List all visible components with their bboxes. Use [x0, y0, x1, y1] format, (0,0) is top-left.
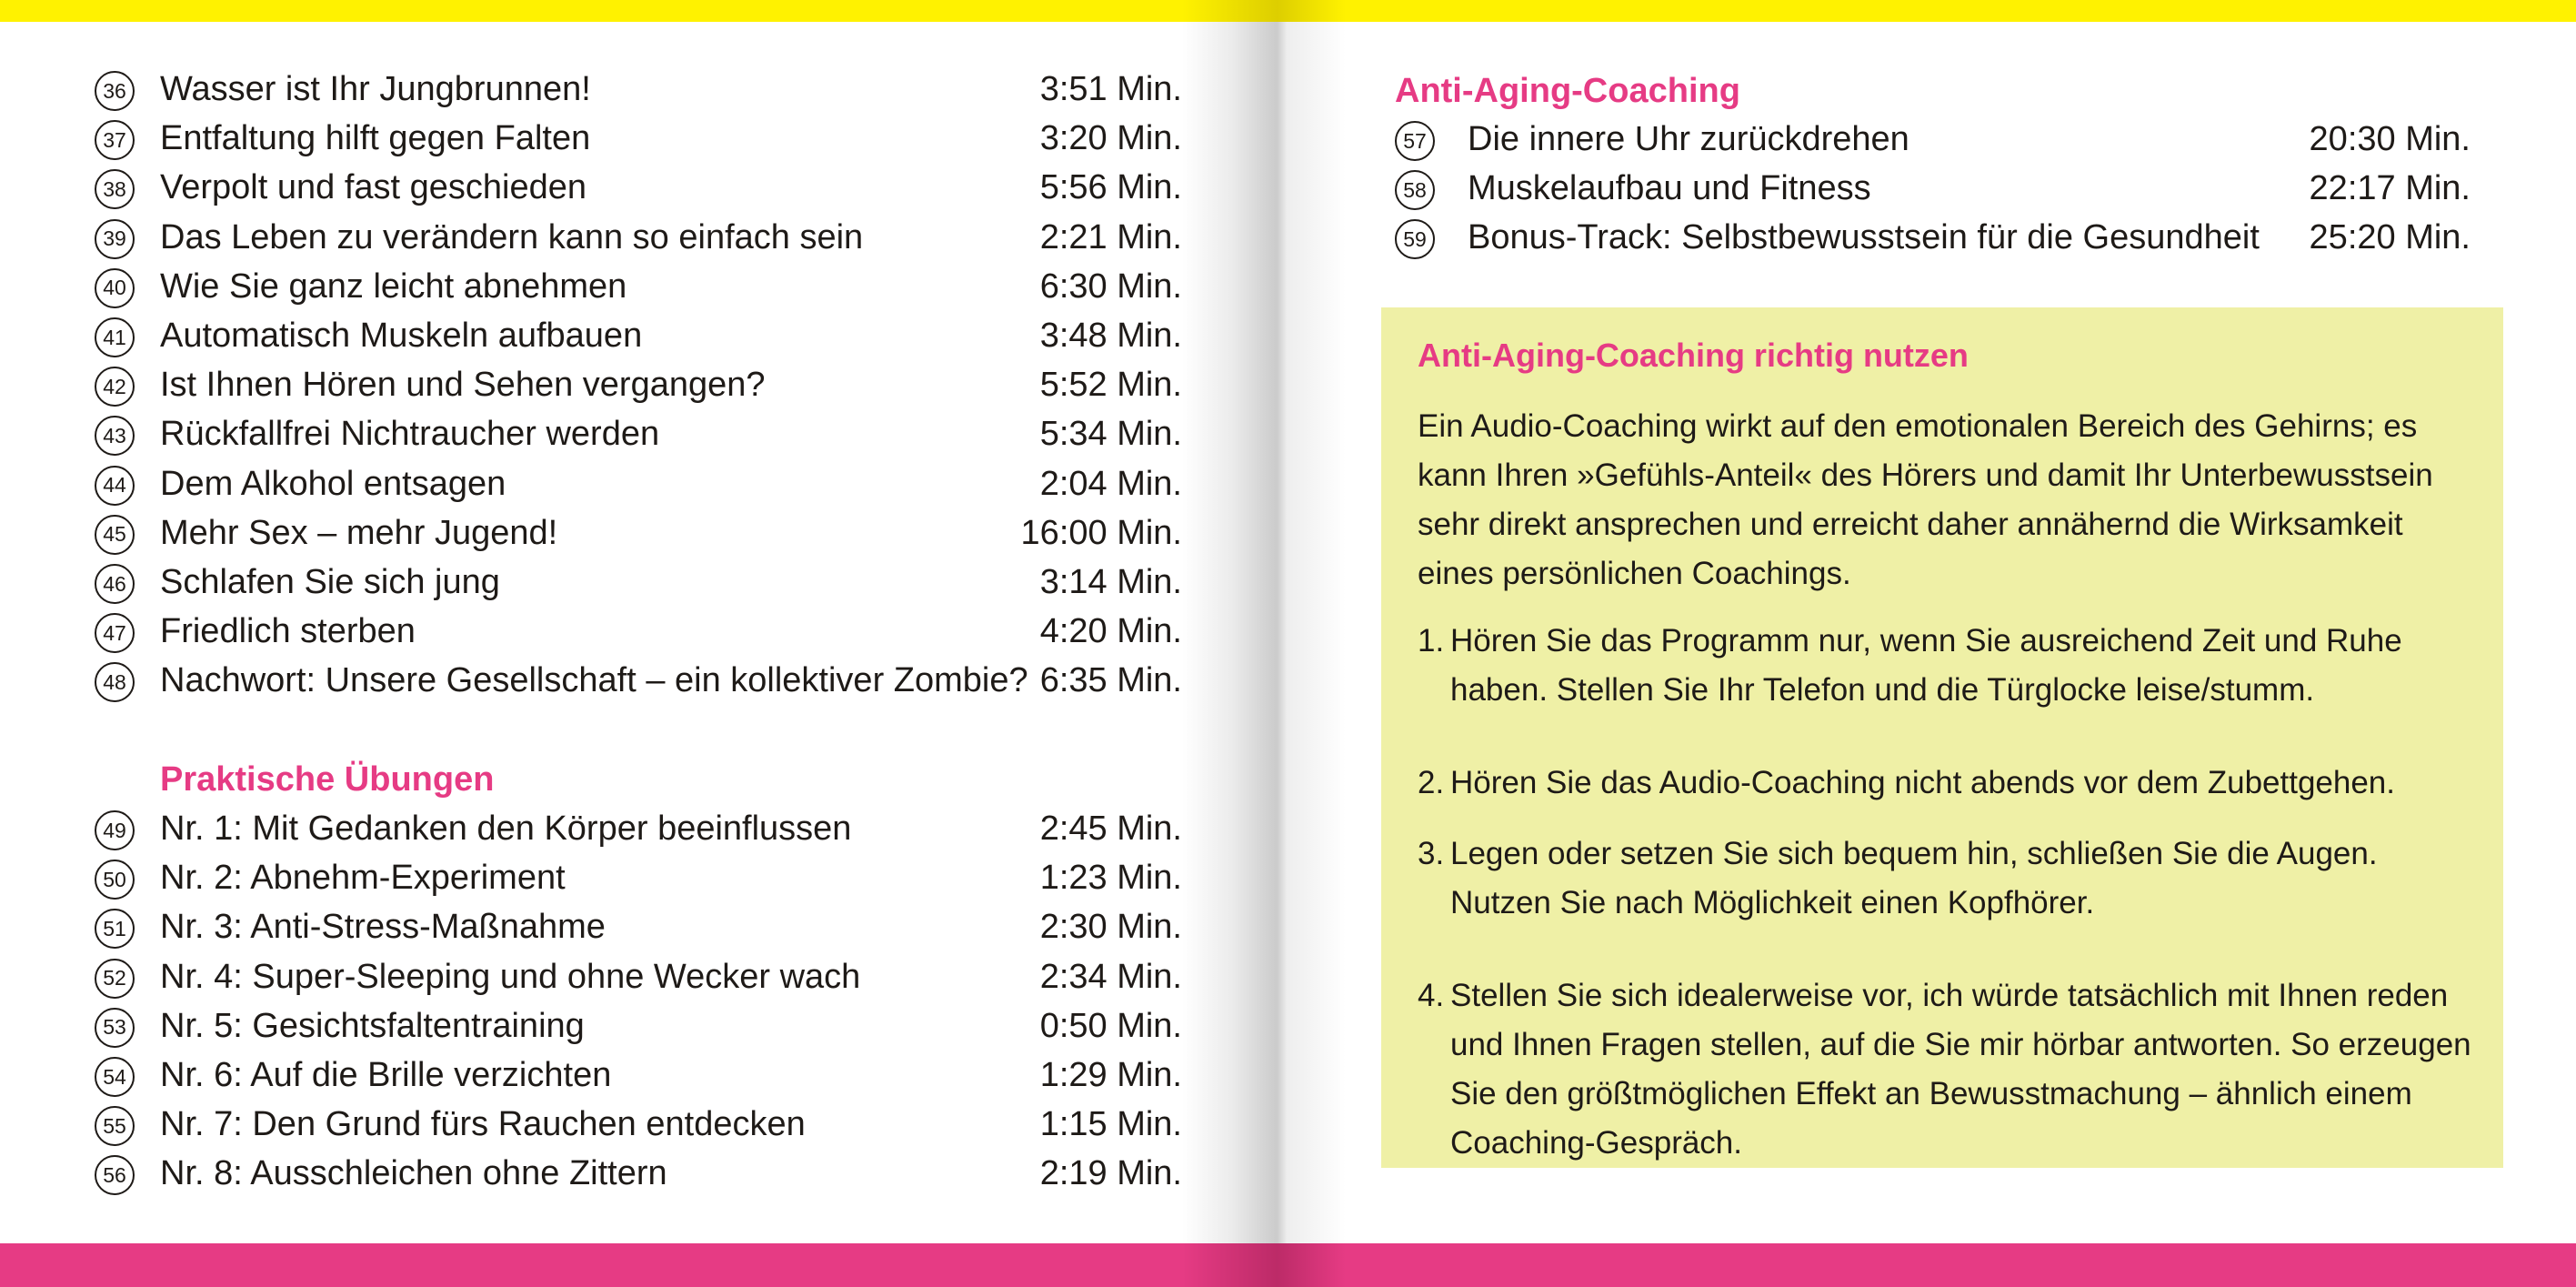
- info-item-text: Stellen Sie sich idealerweise vor, ich würde tatsächlich mit Ihnen reden und Ihnen Fragen stellen, auf die Sie mir hörbar antworten. So erzeugen Sie den größtmöglichen Effekt an Bewusstmachung – ähnlich einem Coaching-Gespräch.: [1450, 978, 2471, 1161]
- info-item-number: 2.: [1418, 765, 1445, 800]
- track-duration: 20:30 Min.: [2309, 120, 2471, 158]
- track-title: Verpolt und fast geschieden: [160, 168, 587, 207]
- track-number-badge: 59: [1395, 219, 1435, 259]
- track-title: Automatisch Muskeln aufbauen: [160, 317, 643, 355]
- track-row: [1395, 164, 2471, 213]
- track-row: [95, 1100, 1182, 1149]
- track-duration: 6:30 Min.: [1039, 266, 1182, 306]
- track-duration: 3:48 Min.: [1039, 317, 1182, 355]
- track-row: [1395, 115, 2471, 164]
- track-row: [95, 508, 1182, 558]
- info-list-item: [1418, 830, 2481, 928]
- page-fold-shadow-bottom: [1182, 1243, 1346, 1287]
- info-list-item: [1418, 617, 2481, 715]
- track-duration: 5:52 Min.: [1039, 366, 1182, 405]
- info-item-number: 4.: [1418, 978, 1445, 1013]
- track-row: [95, 409, 1182, 458]
- track-number-badge: 43: [95, 416, 135, 456]
- info-item-text: Hören Sie das Audio-Coaching nicht abends vor dem Zubettgehen.: [1450, 765, 2395, 800]
- info-list-item: [1418, 759, 2481, 808]
- track-duration: 1:29 Min.: [1039, 1056, 1182, 1094]
- track-row: [95, 804, 1182, 853]
- track-number-badge: 39: [95, 219, 135, 259]
- track-duration: 3:51 Min.: [1039, 70, 1182, 108]
- track-duration: 0:50 Min.: [1039, 1006, 1182, 1045]
- track-row: [95, 1149, 1182, 1198]
- track-number-badge: 51: [95, 909, 135, 949]
- practice-section-heading: Praktische Übungen: [160, 760, 495, 799]
- info-box-intro: Ein Audio-Coaching wirkt auf den emotionalen Bereich des Gehirns; es kann Ihren »Gefühls-Anteil« des Hörers und damit Ihr Unterbewusstsein sehr direkt ansprechen und erreicht daher annähernd die Wirksamkeit eines persönlichen Coachings.: [1418, 408, 2433, 591]
- track-row: [95, 1001, 1182, 1051]
- track-duration: 2:45 Min.: [1039, 809, 1182, 848]
- track-title: Nr. 3: Anti-Stress-Maßnahme: [160, 908, 606, 947]
- track-row: [95, 114, 1182, 163]
- track-number-badge: 58: [1395, 170, 1435, 210]
- track-title: Nr. 6: Auf die Brille verzichten: [160, 1056, 612, 1094]
- track-row: [95, 262, 1182, 311]
- track-number-badge: 57: [1395, 121, 1435, 161]
- track-number-badge: 40: [95, 268, 135, 308]
- track-duration: 2:04 Min.: [1039, 464, 1182, 503]
- page-fold-shadow: [1182, 22, 1346, 1243]
- track-number-badge: 52: [95, 959, 135, 999]
- track-duration: 22:17 Min.: [2309, 169, 2471, 208]
- track-number-badge: 48: [95, 662, 135, 702]
- track-duration: 1:15 Min.: [1039, 1105, 1182, 1144]
- track-number-badge: 46: [95, 564, 135, 604]
- track-title: Dem Alkohol entsagen: [160, 464, 506, 503]
- track-duration: 3:20 Min.: [1039, 119, 1182, 158]
- track-title: Mehr Sex – mehr Jugend!: [160, 513, 558, 552]
- track-title: Nr. 4: Super-Sleeping und ohne Wecker wach: [160, 957, 861, 996]
- track-title: Entfaltung hilft gegen Falten: [160, 119, 591, 158]
- track-title: Schlafen Sie sich jung: [160, 563, 500, 601]
- track-duration: 5:56 Min.: [1039, 168, 1182, 207]
- track-title: Bonus-Track: Selbstbewusstsein für die Gesundheit: [1468, 218, 2260, 257]
- track-row: [95, 853, 1182, 902]
- track-row: [95, 311, 1182, 360]
- track-number-badge: 38: [95, 169, 135, 209]
- track-number-badge: 37: [95, 120, 135, 160]
- track-duration: 5:34 Min.: [1039, 415, 1182, 454]
- track-number-badge: 41: [95, 317, 135, 357]
- info-item-text: Legen oder setzen Sie sich bequem hin, schließen Sie die Augen. Nutzen Sie nach Möglichkeit einen Kopfhörer.: [1450, 836, 2378, 920]
- info-item-number: 3.: [1418, 836, 1445, 871]
- track-row: [95, 902, 1182, 951]
- track-duration: 2:21 Min.: [1039, 217, 1182, 256]
- info-item-number: 1.: [1418, 623, 1445, 659]
- page-fold-shadow-top: [1182, 0, 1346, 22]
- track-number-badge: 45: [95, 515, 135, 555]
- track-duration: 2:19 Min.: [1039, 1154, 1182, 1193]
- track-row: [95, 459, 1182, 508]
- info-box-title: Anti-Aging-Coaching richtig nutzen: [1418, 337, 1969, 374]
- usage-info-box: [1381, 307, 2503, 1168]
- track-number-badge: 54: [95, 1057, 135, 1097]
- track-title: Rückfallfrei Nichtraucher werden: [160, 415, 660, 454]
- track-row: [95, 607, 1182, 656]
- track-title: Nachwort: Unsere Gesellschaft – ein kollektiver Zombie?: [160, 661, 1028, 700]
- track-number-badge: 49: [95, 810, 135, 850]
- track-duration: 16:00 Min.: [1020, 513, 1182, 552]
- track-title: Wie Sie ganz leicht abnehmen: [160, 266, 627, 306]
- track-row: [95, 65, 1182, 114]
- track-title: Nr. 5: Gesichtsfaltentraining: [160, 1006, 585, 1045]
- track-duration: 2:34 Min.: [1039, 957, 1182, 996]
- track-title: Das Leben zu verändern kann so einfach sein: [160, 217, 864, 256]
- track-number-badge: 47: [95, 613, 135, 653]
- track-title: Nr. 8: Ausschleichen ohne Zittern: [160, 1154, 667, 1193]
- track-row: [95, 656, 1182, 705]
- track-title: Die innere Uhr zurückdrehen: [1468, 120, 1909, 158]
- track-number-badge: 44: [95, 466, 135, 506]
- track-number-badge: 55: [95, 1106, 135, 1146]
- track-number-badge: 56: [95, 1155, 135, 1195]
- track-duration: 2:30 Min.: [1039, 908, 1182, 947]
- track-duration: 6:35 Min.: [1039, 661, 1182, 700]
- track-number-badge: 50: [95, 860, 135, 900]
- track-duration: 4:20 Min.: [1039, 612, 1182, 651]
- track-row: [95, 558, 1182, 607]
- track-row: [95, 360, 1182, 409]
- track-title: Muskelaufbau und Fitness: [1468, 169, 1871, 208]
- info-item-text: Hören Sie das Programm nur, wenn Sie ausreichend Zeit und Ruhe haben. Stellen Sie Ihr Telefon und die Türglocke leise/stumm.: [1450, 623, 2402, 708]
- coaching-section-heading: Anti-Aging-Coaching: [1395, 72, 1740, 110]
- track-duration: 3:14 Min.: [1039, 563, 1182, 601]
- track-duration: 25:20 Min.: [2309, 218, 2471, 257]
- track-title: Wasser ist Ihr Jungbrunnen!: [160, 70, 591, 108]
- track-title: Friedlich sterben: [160, 612, 416, 651]
- track-title: Ist Ihnen Hören und Sehen vergangen?: [160, 366, 766, 405]
- track-row: [1395, 213, 2471, 262]
- info-list-item: [1418, 971, 2481, 1168]
- track-duration: 1:23 Min.: [1039, 859, 1182, 898]
- track-row: [95, 213, 1182, 262]
- track-number-badge: 42: [95, 367, 135, 407]
- track-row: [95, 163, 1182, 212]
- track-number-badge: 36: [95, 71, 135, 111]
- track-number-badge: 53: [95, 1008, 135, 1048]
- track-title: Nr. 7: Den Grund fürs Rauchen entdecken: [160, 1105, 806, 1144]
- track-row: [95, 952, 1182, 1001]
- track-title: Nr. 1: Mit Gedanken den Körper beeinflussen: [160, 809, 852, 848]
- track-row: [95, 1051, 1182, 1100]
- track-title: Nr. 2: Abnehm-Experiment: [160, 859, 566, 898]
